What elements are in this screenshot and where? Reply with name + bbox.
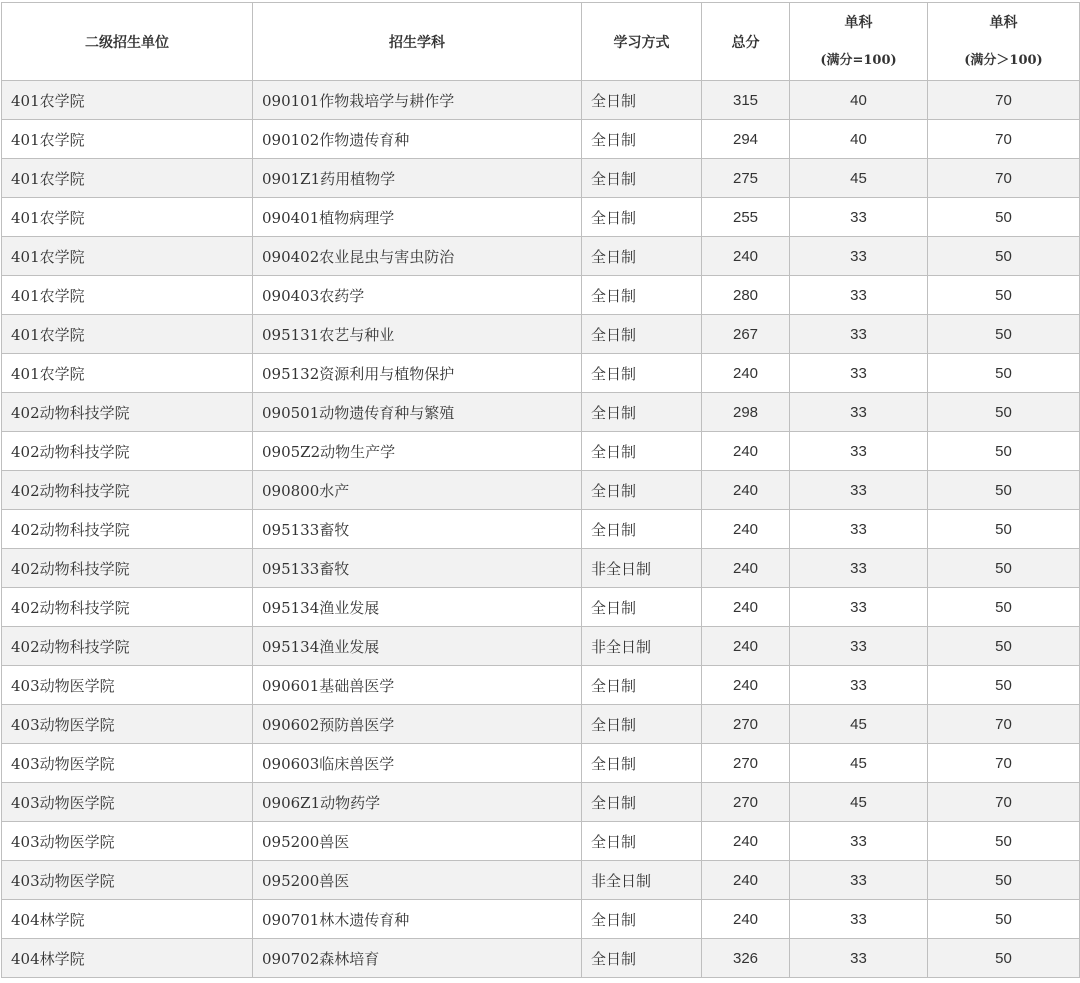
cell-single-gt100: 50 [928, 666, 1080, 705]
cell-single-gt100: 50 [928, 354, 1080, 393]
table-row [2, 432, 1080, 471]
cell-single-100: 45 [790, 159, 928, 198]
cell-mode: 全日制 [582, 588, 702, 627]
cell-mode: 全日制 [582, 237, 702, 276]
table-row [2, 198, 1080, 237]
cell-unit: 403动物医学院 [2, 861, 253, 900]
cell-single-100: 33 [790, 315, 928, 354]
cell-total: 240 [702, 432, 790, 471]
cell-single-100: 40 [790, 120, 928, 159]
cell-single-100: 33 [790, 822, 928, 861]
table-row [2, 159, 1080, 198]
cell-unit: 402动物科技学院 [2, 432, 253, 471]
cell-unit: 403动物医学院 [2, 666, 253, 705]
cell-single-100: 33 [790, 861, 928, 900]
cell-unit: 402动物科技学院 [2, 627, 253, 666]
cell-single-100: 45 [790, 744, 928, 783]
header-total: 总分 [702, 3, 790, 81]
cell-unit: 401农学院 [2, 120, 253, 159]
table-row [2, 744, 1080, 783]
cell-subject: 0905Z2动物生产学 [253, 432, 582, 471]
cell-subject: 090800水产 [253, 471, 582, 510]
cell-subject: 090101作物栽培学与耕作学 [253, 81, 582, 120]
cell-mode: 全日制 [582, 900, 702, 939]
table-row [2, 705, 1080, 744]
cell-unit: 401农学院 [2, 81, 253, 120]
header-single-100-note: (满分=100) [820, 52, 897, 68]
cell-subject: 090403农药学 [253, 276, 582, 315]
cell-single-gt100: 50 [928, 315, 1080, 354]
cell-subject: 095200兽医 [253, 861, 582, 900]
score-line-table [1, 2, 1080, 978]
cell-subject: 090702森林培育 [253, 939, 582, 978]
cell-total: 267 [702, 315, 790, 354]
cell-single-100: 45 [790, 705, 928, 744]
cell-single-100: 40 [790, 81, 928, 120]
cell-single-gt100: 50 [928, 588, 1080, 627]
cell-total: 270 [702, 744, 790, 783]
table-row [2, 393, 1080, 432]
table-row [2, 822, 1080, 861]
cell-mode: 全日制 [582, 159, 702, 198]
cell-mode: 全日制 [582, 744, 702, 783]
cell-single-gt100: 70 [928, 159, 1080, 198]
cell-mode: 全日制 [582, 393, 702, 432]
cell-total: 240 [702, 861, 790, 900]
table-row [2, 315, 1080, 354]
cell-mode: 非全日制 [582, 627, 702, 666]
cell-single-gt100: 50 [928, 549, 1080, 588]
cell-single-100: 33 [790, 588, 928, 627]
cell-subject: 095132资源利用与植物保护 [253, 354, 582, 393]
cell-subject: 095133畜牧 [253, 510, 582, 549]
cell-mode: 全日制 [582, 81, 702, 120]
cell-total: 255 [702, 198, 790, 237]
cell-total: 240 [702, 237, 790, 276]
cell-subject: 090602预防兽医学 [253, 705, 582, 744]
cell-unit: 401农学院 [2, 315, 253, 354]
cell-total: 298 [702, 393, 790, 432]
cell-total: 326 [702, 939, 790, 978]
cell-mode: 全日制 [582, 939, 702, 978]
cell-single-100: 33 [790, 354, 928, 393]
cell-unit: 403动物医学院 [2, 783, 253, 822]
table-row [2, 783, 1080, 822]
cell-unit: 403动物医学院 [2, 822, 253, 861]
cell-single-gt100: 70 [928, 744, 1080, 783]
header-row [2, 3, 1080, 81]
cell-single-100: 33 [790, 432, 928, 471]
cell-unit: 401农学院 [2, 354, 253, 393]
cell-total: 294 [702, 120, 790, 159]
table-row [2, 81, 1080, 120]
cell-unit: 403动物医学院 [2, 744, 253, 783]
cell-subject: 095134渔业发展 [253, 627, 582, 666]
cell-unit: 402动物科技学院 [2, 393, 253, 432]
table-row [2, 120, 1080, 159]
cell-mode: 非全日制 [582, 861, 702, 900]
cell-single-gt100: 50 [928, 393, 1080, 432]
table-row [2, 549, 1080, 588]
cell-single-gt100: 50 [928, 627, 1080, 666]
cell-single-100: 33 [790, 549, 928, 588]
header-unit: 二级招生单位 [2, 3, 253, 81]
cell-single-gt100: 50 [928, 237, 1080, 276]
cell-unit: 404林学院 [2, 900, 253, 939]
cell-subject: 095133畜牧 [253, 549, 582, 588]
cell-single-100: 33 [790, 393, 928, 432]
table-body [2, 81, 1080, 978]
cell-mode: 全日制 [582, 705, 702, 744]
cell-total: 240 [702, 588, 790, 627]
cell-single-100: 33 [790, 198, 928, 237]
cell-single-100: 33 [790, 510, 928, 549]
cell-single-100: 33 [790, 471, 928, 510]
cell-mode: 全日制 [582, 783, 702, 822]
cell-total: 270 [702, 705, 790, 744]
cell-unit: 401农学院 [2, 159, 253, 198]
cell-total: 280 [702, 276, 790, 315]
cell-subject: 090701林木遗传育种 [253, 900, 582, 939]
cell-mode: 全日制 [582, 315, 702, 354]
cell-single-gt100: 50 [928, 822, 1080, 861]
cell-unit: 401农学院 [2, 276, 253, 315]
cell-mode: 非全日制 [582, 549, 702, 588]
cell-unit: 402动物科技学院 [2, 549, 253, 588]
cell-mode: 全日制 [582, 822, 702, 861]
cell-single-100: 33 [790, 237, 928, 276]
table-row [2, 939, 1080, 978]
cell-single-gt100: 50 [928, 471, 1080, 510]
cell-subject: 095131农艺与种业 [253, 315, 582, 354]
cell-single-100: 33 [790, 627, 928, 666]
header-single-100-title: 单科 [844, 14, 873, 31]
cell-total: 275 [702, 159, 790, 198]
cell-single-gt100: 70 [928, 81, 1080, 120]
cell-total: 240 [702, 822, 790, 861]
cell-single-100: 33 [790, 939, 928, 978]
table-row [2, 276, 1080, 315]
cell-single-gt100: 50 [928, 939, 1080, 978]
cell-mode: 全日制 [582, 354, 702, 393]
cell-subject: 0906Z1动物药学 [253, 783, 582, 822]
cell-mode: 全日制 [582, 432, 702, 471]
cell-single-gt100: 50 [928, 276, 1080, 315]
cell-unit: 403动物医学院 [2, 705, 253, 744]
cell-mode: 全日制 [582, 471, 702, 510]
cell-unit: 402动物科技学院 [2, 510, 253, 549]
cell-mode: 全日制 [582, 510, 702, 549]
cell-subject: 090501动物遗传育种与繁殖 [253, 393, 582, 432]
cell-total: 240 [702, 666, 790, 705]
cell-single-gt100: 50 [928, 432, 1080, 471]
cell-single-100: 45 [790, 783, 928, 822]
cell-unit: 402动物科技学院 [2, 588, 253, 627]
cell-single-gt100: 50 [928, 861, 1080, 900]
cell-single-100: 33 [790, 276, 928, 315]
cell-single-gt100: 50 [928, 510, 1080, 549]
cell-subject: 090603临床兽医学 [253, 744, 582, 783]
header-single-gt100-title: 单科 [989, 14, 1018, 31]
cell-single-100: 33 [790, 666, 928, 705]
cell-single-gt100: 50 [928, 198, 1080, 237]
cell-unit: 402动物科技学院 [2, 471, 253, 510]
cell-mode: 全日制 [582, 198, 702, 237]
table-row [2, 510, 1080, 549]
cell-single-gt100: 70 [928, 705, 1080, 744]
cell-unit: 401农学院 [2, 237, 253, 276]
cell-mode: 全日制 [582, 120, 702, 159]
cell-total: 240 [702, 471, 790, 510]
header-single-100 [790, 3, 928, 81]
cell-subject: 090102作物遗传育种 [253, 120, 582, 159]
cell-subject: 095200兽医 [253, 822, 582, 861]
cell-total: 270 [702, 783, 790, 822]
cell-subject: 095134渔业发展 [253, 588, 582, 627]
cell-total: 240 [702, 354, 790, 393]
table-row [2, 237, 1080, 276]
table-row [2, 588, 1080, 627]
cell-total: 240 [702, 549, 790, 588]
header-single-gt100 [928, 3, 1080, 81]
cell-total: 315 [702, 81, 790, 120]
cell-single-gt100: 70 [928, 783, 1080, 822]
cell-single-gt100: 50 [928, 900, 1080, 939]
cell-total: 240 [702, 900, 790, 939]
cell-subject: 090402农业昆虫与害虫防治 [253, 237, 582, 276]
header-mode: 学习方式 [582, 3, 702, 81]
header-single-gt100-note: (满分＞100) [964, 52, 1043, 68]
table-header [2, 3, 1080, 81]
header-subject: 招生学科 [253, 3, 582, 81]
table-row [2, 354, 1080, 393]
table-row [2, 900, 1080, 939]
table-row [2, 471, 1080, 510]
cell-single-gt100: 70 [928, 120, 1080, 159]
table-row [2, 627, 1080, 666]
cell-mode: 全日制 [582, 666, 702, 705]
table-row [2, 666, 1080, 705]
cell-single-100: 33 [790, 900, 928, 939]
cell-total: 240 [702, 510, 790, 549]
cell-mode: 全日制 [582, 276, 702, 315]
cell-subject: 0901Z1药用植物学 [253, 159, 582, 198]
cell-unit: 401农学院 [2, 198, 253, 237]
cell-unit: 404林学院 [2, 939, 253, 978]
cell-subject: 090401植物病理学 [253, 198, 582, 237]
cell-subject: 090601基础兽医学 [253, 666, 582, 705]
table-row [2, 861, 1080, 900]
cell-total: 240 [702, 627, 790, 666]
